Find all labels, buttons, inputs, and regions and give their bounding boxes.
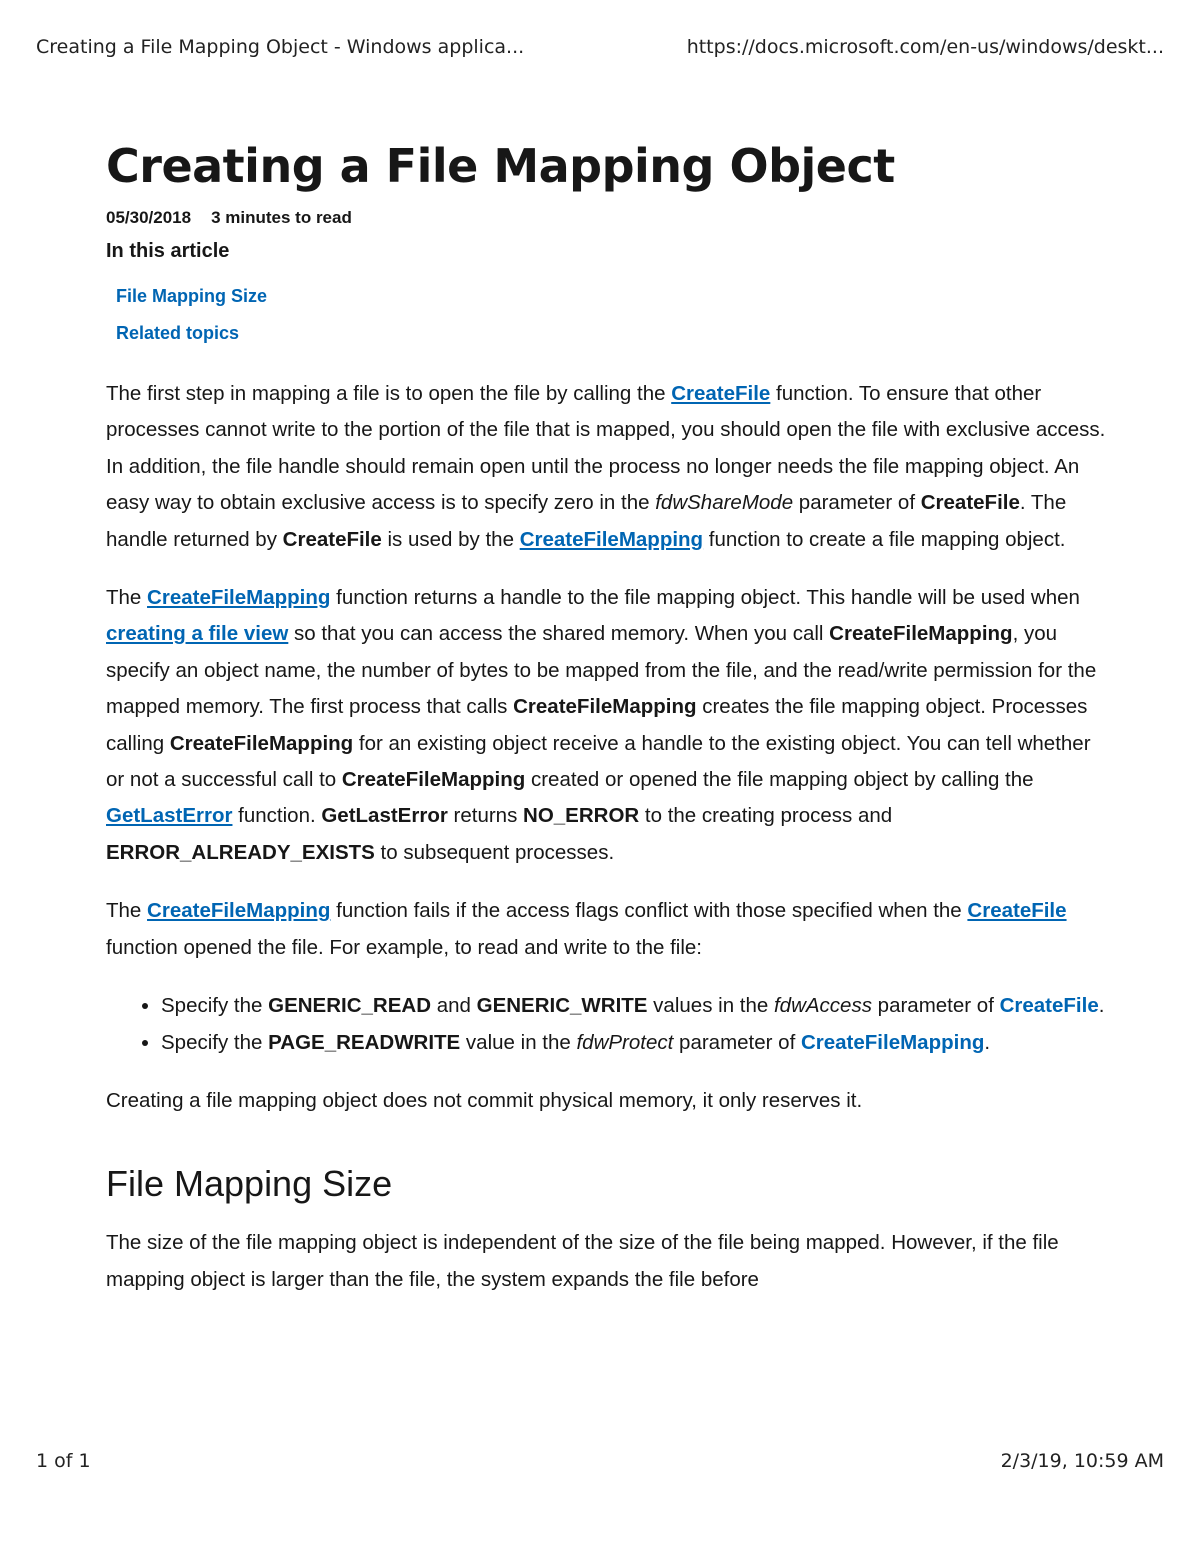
print-header-url: https://docs.microsoft.com/en-us/windows/deskt... [686,36,1164,58]
table-of-contents [116,278,1106,352]
text: . [1098,994,1105,1018]
text: parameter of [793,491,921,515]
constant-name: NO_ERROR [523,804,640,828]
text: function opened the file. For example, to read and write to the file: [106,935,702,959]
function-name: CreateFileMapping [169,731,354,755]
article-date: 05/30/2018 [106,208,192,227]
text: The [106,899,148,923]
function-name: CreateFile [282,527,382,551]
toc-title: In this article [106,240,230,262]
param-name: fdwProtect [576,1030,674,1054]
text: function to create a file mapping object. [703,527,1066,551]
param-name: fdwAccess [773,994,872,1018]
text: . [984,1030,991,1054]
createfile-link[interactable]: CreateFile [671,382,771,405]
function-name: GetLastError [321,804,448,828]
article [106,132,1106,1298]
createfile-link[interactable]: CreateFile [967,899,1067,923]
createfile-ref[interactable]: CreateFile [999,994,1099,1018]
text: , you specify an object name, the number of bytes to be mapped from the file, and the read/write permission for the mapped memory. The first process that calls [106,622,1097,719]
constant-name: GENERIC_WRITE [476,994,648,1018]
text: function. [232,804,322,828]
page-number: 1 of 1 [36,1450,91,1472]
print-footer [36,1450,1164,1472]
function-name: CreateFileMapping [829,622,1013,646]
text: creates the file mapping object. Processes calling [106,695,1088,755]
createfilemapping-ref[interactable]: CreateFileMapping [800,1030,985,1054]
text: Specify the [161,994,269,1018]
toc-link-file-mapping-size[interactable]: File Mapping Size [116,286,268,306]
text: and [431,994,477,1018]
text: created or opened the file mapping object by calling the [525,768,1034,792]
page-title: Creating a File Mapping Object [106,139,895,193]
text: is used by the [381,527,520,551]
toc-link-related-topics[interactable]: Related topics [116,323,240,343]
paragraph-5: The size of the file mapping object is independent of the size of the file being mapped. However, if the file mapping object is larger than the file, the system expands the file before [106,1231,1059,1291]
getlasterror-link[interactable]: GetLastError [106,804,233,828]
text: function fails if the access flags conflict with those specified when the [330,899,968,923]
bullet-list [106,988,1106,1061]
creating-a-file-view-link[interactable]: creating a file view [106,622,289,646]
text: values in the [647,994,774,1018]
constant-name: GENERIC_READ [268,994,432,1018]
text: value in the [460,1030,577,1054]
text: The [106,586,148,610]
text: parameter of [673,1030,801,1054]
text: function returns a handle to the file mapping object. This handle will be used when [330,586,1080,610]
createfilemapping-link[interactable]: CreateFileMapping [147,899,331,923]
article-meta [106,206,1106,230]
constant-name: PAGE_READWRITE [268,1030,461,1054]
text: Specify the [161,1030,269,1054]
text: for an existing object receive a handle to the existing object. You can tell whether or not a successful call to [106,731,1091,792]
list-item [161,988,1106,1024]
paragraph-3 [106,893,1106,966]
text: so that you can access the shared memory. When you call [288,622,830,646]
createfilemapping-link[interactable]: CreateFileMapping [519,527,704,551]
text: to subsequent processes. [374,840,615,864]
function-name: CreateFileMapping [513,695,697,719]
text: . The handle returned by [106,491,1067,551]
list-item [161,1025,1106,1061]
text: function. To ensure that other processes cannot write to the portion of the file that is mapped, you should open the file with exclusive access. In addition, the file handle should remain open until the process no longer needs the file mapping object. An easy way to obtain exclusive access is to specify zero in the [106,382,1106,515]
text: to the creating process and [639,804,893,828]
param-name: fdwShareMode [655,491,794,515]
text: The first step in mapping a file is to open the file by calling the [106,382,672,405]
paragraph-1 [106,376,1106,558]
createfilemapping-link[interactable]: CreateFileMapping [147,586,331,610]
print-header [36,36,1164,58]
section-heading-file-mapping-size: File Mapping Size [106,1163,393,1205]
function-name: CreateFileMapping [341,768,526,792]
paragraph-4: Creating a file mapping object does not commit physical memory, it only reserves it. [106,1088,863,1112]
text: returns [447,804,524,828]
read-time: 3 minutes to read [211,208,352,227]
function-name: CreateFile [920,491,1020,515]
constant-name: ERROR_ALREADY_EXISTS [106,840,375,864]
paragraph-2 [106,580,1106,871]
text: parameter of [871,994,1000,1018]
print-header-title: Creating a File Mapping Object - Windows applica... [36,36,525,58]
print-datetime: 2/3/19, 10:59 AM [1000,1450,1164,1472]
